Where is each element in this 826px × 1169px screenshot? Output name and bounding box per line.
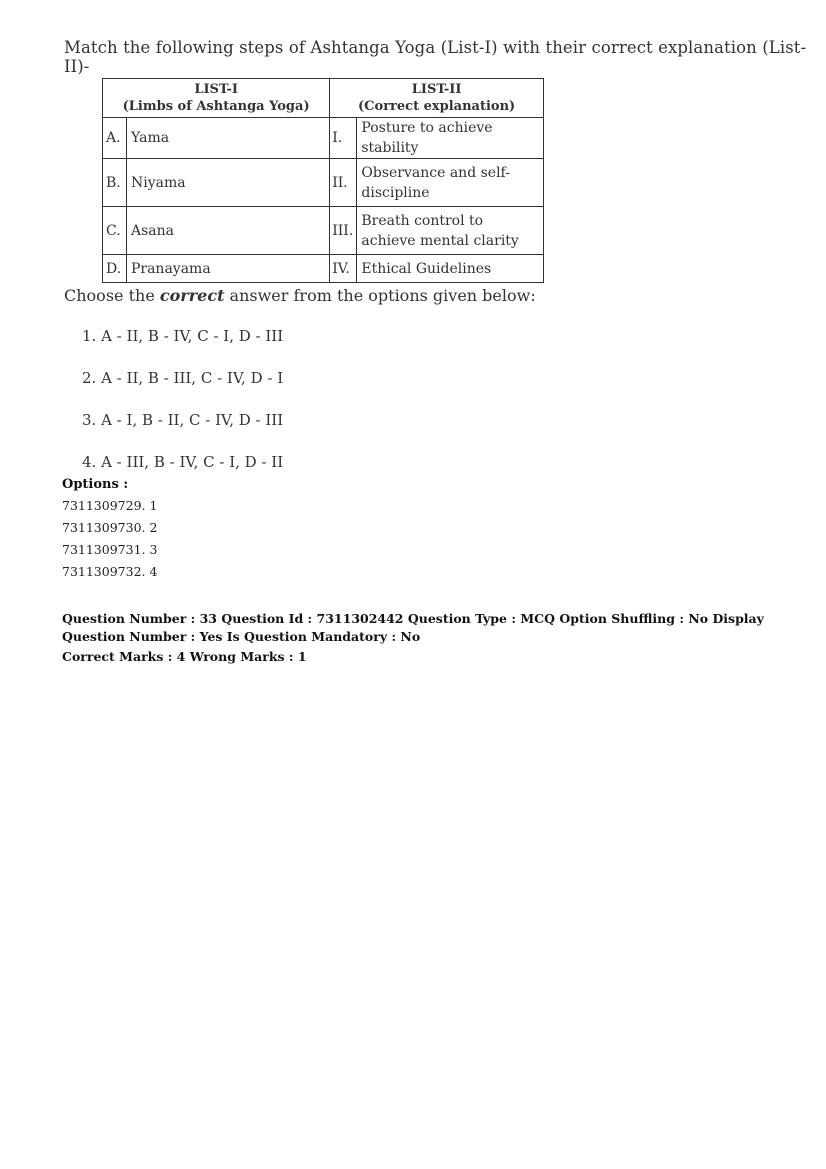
instruction-emphasis: correct bbox=[159, 286, 225, 305]
option-id-3: 7311309731. 3 bbox=[62, 542, 158, 557]
list2-header-cell bbox=[330, 79, 544, 118]
list1-subheader: (Limbs of Ashtanga Yoga) bbox=[122, 99, 310, 114]
row-explanation: Ethical Guidelines bbox=[357, 255, 544, 283]
instruction-before: Choose the bbox=[64, 286, 160, 305]
row-num: II. bbox=[330, 159, 357, 207]
marks-meta: Correct Marks : 4 Wrong Marks : 1 bbox=[62, 649, 307, 664]
row-item: Niyama bbox=[126, 159, 329, 207]
table-row bbox=[103, 255, 544, 283]
table-header-row bbox=[103, 79, 544, 118]
answer-choice-2: 2. A - II, B - III, C - IV, D - I bbox=[82, 369, 284, 387]
row-key: B. bbox=[103, 159, 127, 207]
question-stem: Match the following steps of Ashtanga Yoga (List-I) with their correct explanation (List-II)- bbox=[64, 38, 807, 76]
list2-header: LIST-II bbox=[411, 82, 462, 97]
list2-subheader: (Correct explanation) bbox=[358, 99, 516, 114]
row-explanation: Observance and self-discipline bbox=[357, 159, 544, 207]
answer-choice-1: 1. A - II, B - IV, C - I, D - III bbox=[82, 327, 284, 345]
table-row bbox=[103, 159, 544, 207]
answer-choice-3: 3. A - I, B - II, C - IV, D - III bbox=[82, 411, 284, 429]
row-num: III. bbox=[330, 207, 357, 255]
row-key: A. bbox=[103, 118, 127, 159]
list1-header-cell bbox=[103, 79, 330, 118]
row-item: Pranayama bbox=[126, 255, 329, 283]
row-key: C. bbox=[103, 207, 127, 255]
list1-header: LIST-I bbox=[194, 82, 238, 97]
row-explanation: Breath control to achieve mental clarity bbox=[357, 207, 544, 255]
row-num: I. bbox=[330, 118, 357, 159]
row-key: D. bbox=[103, 255, 127, 283]
table-row bbox=[103, 118, 544, 159]
instruction bbox=[64, 286, 536, 305]
options-label: Options : bbox=[62, 477, 129, 492]
instruction-after: answer from the options given below: bbox=[224, 286, 536, 305]
option-id-4: 7311309732. 4 bbox=[62, 564, 158, 579]
row-explanation: Posture to achieve stability bbox=[357, 118, 544, 159]
question-meta: Question Number : 33 Question Id : 7311302442 Question Type : MCQ Option Shuffling : No Display Question Number : Yes Is Question Mandatory : No bbox=[62, 611, 764, 644]
row-item: Asana bbox=[126, 207, 329, 255]
match-table bbox=[102, 78, 544, 283]
option-id-2: 7311309730. 2 bbox=[62, 520, 158, 535]
row-num: IV. bbox=[330, 255, 357, 283]
option-id-1: 7311309729. 1 bbox=[62, 498, 158, 513]
answer-choice-4: 4. A - III, B - IV, C - I, D - II bbox=[82, 453, 284, 471]
table-row bbox=[103, 207, 544, 255]
row-item: Yama bbox=[126, 118, 329, 159]
